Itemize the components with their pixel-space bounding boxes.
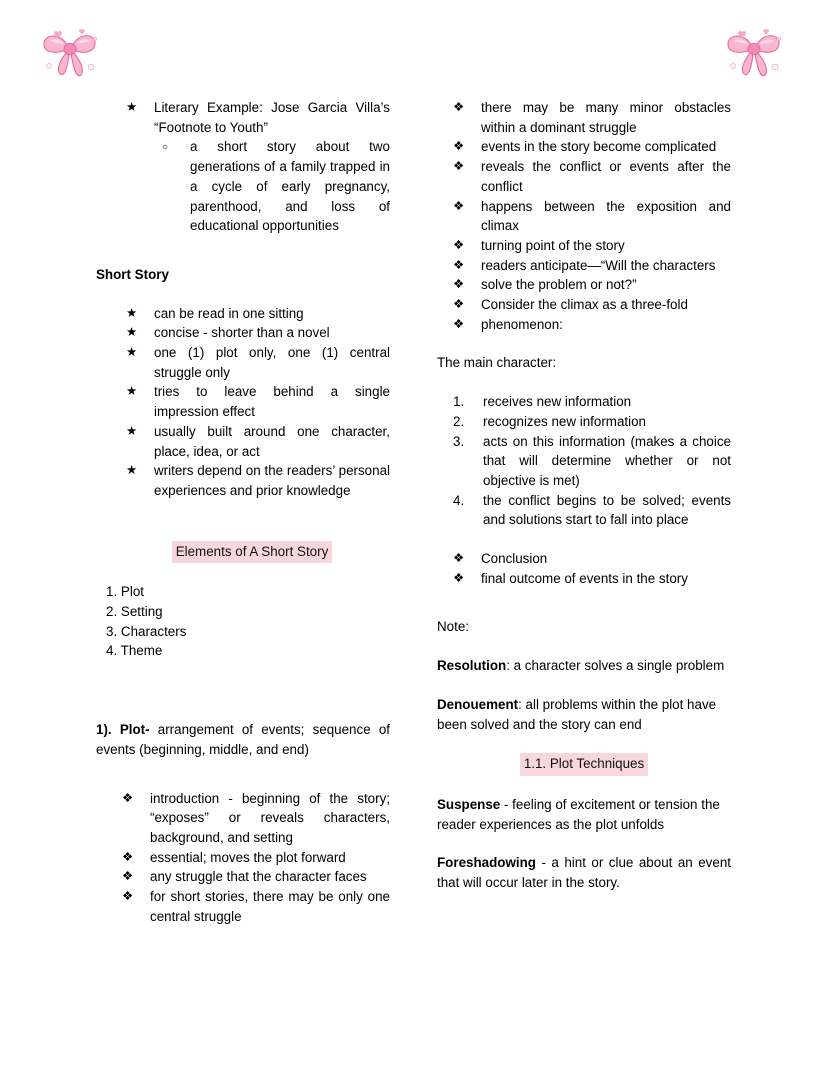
spacer bbox=[437, 334, 731, 353]
short-story-heading: Short Story bbox=[96, 266, 169, 282]
list-item bbox=[126, 323, 390, 343]
main-character-steps-list bbox=[453, 392, 731, 530]
literary-example-sublist bbox=[162, 137, 390, 236]
literary-example-sub-text: a short story about two generations of a family trapped in a cycle of early pregnancy, parenthood, and loss of educational opportunities bbox=[190, 139, 390, 234]
diamond-bullet-icon: ❖ bbox=[453, 277, 465, 292]
denouement-text: : all problems within the plot have been solved and the story can end bbox=[437, 696, 717, 732]
left-column bbox=[96, 98, 390, 927]
diamond-bullet-icon: ❖ bbox=[453, 237, 465, 252]
item-number: 1. bbox=[106, 584, 118, 600]
list-item bbox=[122, 789, 390, 848]
spacer bbox=[96, 236, 390, 265]
spacer bbox=[437, 834, 731, 853]
diamond-bullet-icon: ❖ bbox=[122, 790, 134, 805]
list-item-text: essential; moves the plot forward bbox=[150, 849, 346, 865]
list-item-text: recognizes new information bbox=[483, 413, 647, 429]
list-item bbox=[162, 137, 390, 236]
diamond-bullet-icon: ❖ bbox=[453, 297, 465, 312]
list-item-text: usually built around one character, place, idea, or act bbox=[154, 423, 390, 459]
suspense-term: Suspense bbox=[437, 796, 501, 812]
item-label: Theme bbox=[120, 643, 163, 659]
spacer bbox=[437, 373, 731, 392]
spacer bbox=[96, 701, 390, 720]
list-item bbox=[453, 315, 731, 335]
spacer bbox=[437, 734, 731, 753]
spacer bbox=[96, 760, 390, 789]
diamond-bullet-icon: ❖ bbox=[453, 139, 465, 154]
list-item bbox=[126, 304, 390, 324]
list-item bbox=[453, 392, 731, 412]
item-label: Setting bbox=[120, 604, 163, 620]
item-number: 3. bbox=[453, 433, 465, 449]
list-item bbox=[126, 98, 390, 137]
list-item-text: writers depend on the readers’ personal experiences and prior knowledge bbox=[154, 463, 390, 498]
resolution-definition bbox=[437, 656, 731, 676]
spacer bbox=[437, 676, 731, 695]
conclusion-points-list bbox=[453, 549, 731, 588]
item-label: Characters bbox=[120, 623, 187, 639]
list-item bbox=[122, 848, 390, 868]
list-item bbox=[126, 382, 390, 421]
item-number: 2. bbox=[453, 413, 465, 429]
pink-ribbon-bow-icon bbox=[38, 20, 102, 84]
list-item-text: any struggle that the character faces bbox=[150, 869, 367, 885]
diamond-bullet-icon: ❖ bbox=[453, 551, 465, 566]
list-item-text: readers anticipate—“Will the characters bbox=[481, 257, 716, 273]
list-item-text: acts on this information (makes a choice that will determine whether or not objective is met) bbox=[483, 433, 731, 488]
diamond-bullet-icon: ❖ bbox=[453, 198, 465, 213]
spacer bbox=[437, 776, 731, 795]
plot-definition-number: 1). bbox=[96, 722, 112, 738]
item-label: Plot bbox=[120, 584, 144, 600]
list-item bbox=[453, 412, 731, 432]
spacer bbox=[96, 563, 390, 582]
literary-example-text: Literary Example: Jose Garcia Villa’s “Footnote to Youth” bbox=[154, 100, 390, 135]
list-item-text: the conflict begins to be solved; events and solutions start to fall into place bbox=[483, 492, 731, 528]
list-item bbox=[122, 867, 390, 887]
plot-definition-text: arrangement of events; sequence of events (beginning, middle, and end) bbox=[96, 722, 390, 757]
list-item bbox=[453, 491, 731, 530]
list-item-text: for short stories, there may be only one central struggle bbox=[150, 889, 390, 924]
list-item-text: final outcome of events in the story bbox=[481, 570, 688, 586]
list-item-text: introduction - beginning of the story; “exposes” or reveals characters, background, and setting bbox=[150, 790, 390, 845]
literary-example-list bbox=[126, 98, 390, 137]
list-item bbox=[453, 98, 731, 137]
list-item-text: Conclusion bbox=[481, 551, 548, 567]
list-item bbox=[126, 422, 390, 461]
circle-bullet-icon: ○ bbox=[162, 142, 169, 154]
list-item bbox=[126, 343, 390, 382]
list-item-text: turning point of the story bbox=[481, 237, 625, 253]
list-item bbox=[453, 137, 731, 157]
star-bullet-icon: ★ bbox=[126, 463, 138, 478]
foreshadowing-text: - a hint or clue about an event that will occur later in the story. bbox=[437, 855, 731, 891]
short-story-points-list bbox=[126, 304, 390, 501]
spacer bbox=[96, 285, 390, 304]
spacer bbox=[437, 637, 731, 656]
elements-of-short-story-heading: Elements of A Short Story bbox=[172, 541, 333, 564]
list-item bbox=[453, 295, 731, 315]
list-item bbox=[453, 157, 731, 196]
list-item bbox=[453, 432, 731, 491]
pink-ribbon-bow-icon bbox=[722, 20, 786, 84]
list-item-text: phenomenon: bbox=[481, 316, 563, 332]
suspense-definition bbox=[437, 795, 731, 834]
star-bullet-icon: ★ bbox=[126, 305, 138, 320]
diamond-bullet-icon: ❖ bbox=[453, 316, 465, 331]
list-item-text: one (1) plot only, one (1) central struggle only bbox=[154, 345, 390, 380]
spacer bbox=[96, 501, 390, 541]
item-number: 2. bbox=[106, 604, 118, 620]
right-column bbox=[437, 98, 731, 893]
diamond-bullet-icon: ❖ bbox=[122, 869, 134, 884]
plot-definition-term: Plot- bbox=[119, 722, 150, 738]
item-number: 1. bbox=[453, 394, 465, 410]
star-bullet-icon: ★ bbox=[126, 423, 138, 438]
plot-points-list bbox=[122, 789, 390, 927]
star-bullet-icon: ★ bbox=[126, 345, 138, 360]
plot-techniques-heading: 1.1. Plot Techniques bbox=[520, 753, 648, 776]
diamond-bullet-icon: ❖ bbox=[453, 100, 465, 114]
diamond-bullet-icon: ❖ bbox=[453, 570, 465, 585]
list-item-text: happens between the exposition and climax bbox=[481, 198, 731, 234]
list-item-text: concise - shorter than a novel bbox=[154, 325, 330, 341]
list-item bbox=[453, 549, 731, 569]
item-number: 4. bbox=[106, 643, 118, 659]
resolution-text: : a character solves a single problem bbox=[506, 658, 725, 674]
list-item bbox=[453, 197, 731, 236]
suspense-text: - feeling of excitement or tension the reader experiences as the plot unfolds bbox=[437, 796, 720, 832]
item-number: 4. bbox=[453, 492, 465, 508]
list-item bbox=[96, 641, 390, 661]
star-bullet-icon: ★ bbox=[126, 325, 138, 340]
spacer bbox=[96, 661, 390, 701]
diamond-bullet-icon: ❖ bbox=[453, 257, 465, 272]
list-item bbox=[453, 256, 731, 276]
note-label: Note: bbox=[437, 619, 470, 635]
foreshadowing-term: Foreshadowing bbox=[437, 855, 536, 871]
list-item-text: can be read in one sitting bbox=[154, 305, 304, 321]
list-item bbox=[453, 236, 731, 256]
diamond-bullet-icon: ❖ bbox=[453, 159, 465, 174]
list-item bbox=[453, 569, 731, 589]
foreshadowing-definition bbox=[437, 853, 731, 892]
list-item bbox=[96, 582, 390, 602]
list-item-text: tries to leave behind a single impression effect bbox=[154, 384, 390, 420]
plot-definition bbox=[96, 720, 390, 759]
list-item bbox=[96, 622, 390, 642]
diamond-bullet-icon: ❖ bbox=[122, 889, 134, 904]
list-item-text: Consider the climax as a three-fold bbox=[481, 297, 688, 313]
star-bullet-icon: ★ bbox=[126, 100, 138, 114]
list-item-text: there may be many minor obstacles within a dominant struggle bbox=[481, 100, 731, 135]
elements-heading-row bbox=[96, 541, 390, 564]
spacer bbox=[437, 530, 731, 549]
list-item-text: events in the story become complicated bbox=[481, 139, 717, 155]
conflict-points-list bbox=[453, 98, 731, 334]
resolution-term: Resolution bbox=[437, 658, 507, 674]
list-item bbox=[96, 602, 390, 622]
list-item bbox=[453, 275, 731, 295]
denouement-definition bbox=[437, 695, 731, 734]
list-item bbox=[126, 461, 390, 500]
spacer bbox=[437, 588, 731, 617]
denouement-term: Denouement bbox=[437, 696, 519, 712]
diamond-bullet-icon: ❖ bbox=[122, 849, 134, 864]
list-item-text: solve the problem or not?” bbox=[481, 277, 637, 293]
list-item-text: receives new information bbox=[483, 394, 632, 410]
list-item-text: reveals the conflict or events after the conflict bbox=[481, 159, 731, 194]
star-bullet-icon: ★ bbox=[126, 384, 138, 399]
elements-numbered-list bbox=[96, 582, 390, 661]
item-number: 3. bbox=[106, 623, 118, 639]
list-item bbox=[122, 887, 390, 926]
main-character-label: The main character: bbox=[437, 355, 557, 371]
plot-techniques-heading-row bbox=[437, 753, 731, 776]
